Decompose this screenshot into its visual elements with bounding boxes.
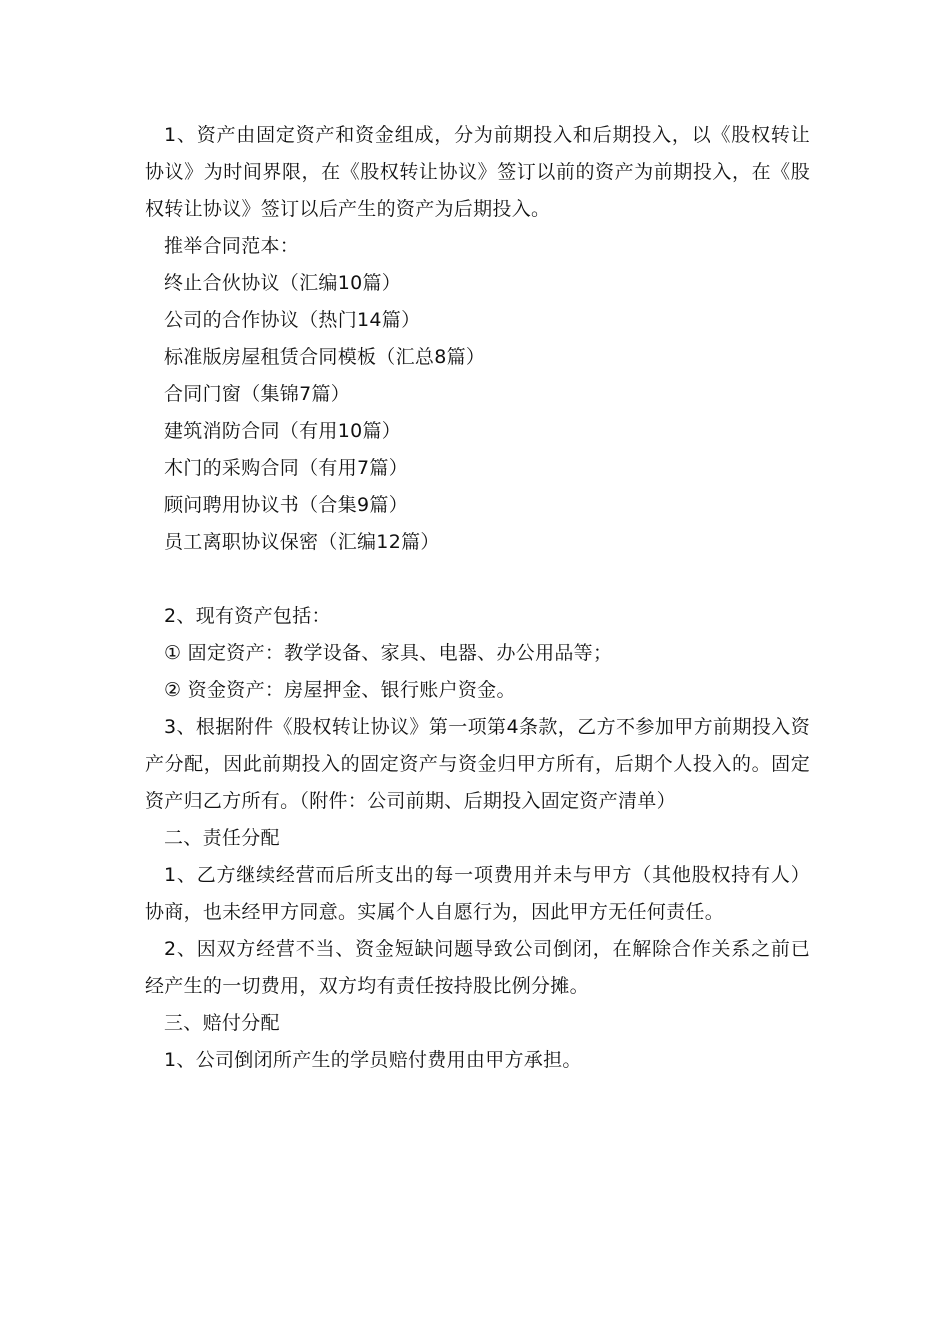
section-title-responsibility: 二、责任分配	[164, 827, 280, 849]
recommend-item[interactable]: 顾问聘用协议书（合集9篇）	[164, 494, 408, 516]
recommend-item[interactable]: 木门的采购合同（有用7篇）	[164, 457, 408, 479]
recommend-item[interactable]: 员工离职协议保密（汇编12篇）	[164, 531, 440, 553]
section-title-compensation: 三、赔付分配	[164, 1012, 280, 1034]
recommend-heading: 推举合同范本：	[164, 235, 300, 257]
document-body	[145, 117, 810, 1079]
recommend-item[interactable]: 建筑消防合同（有用10篇）	[164, 420, 402, 442]
asset-item-funds: ② 资金资产：房屋押金、银行账户资金。	[164, 679, 516, 701]
recommend-item[interactable]: 公司的合作协议（热门14篇）	[164, 309, 421, 331]
recommend-item[interactable]: 终止合伙协议（汇编10篇）	[164, 272, 402, 294]
paragraph-compensation-1: 1、公司倒闭所产生的学员赔付费用由甲方承担。	[164, 1049, 582, 1071]
paragraph-existing-assets: 2、现有资产包括：	[164, 605, 331, 627]
asset-item-fixed: ① 固定资产：教学设备、家具、电器、办公用品等；	[164, 642, 613, 664]
recommend-item[interactable]: 标准版房屋租赁合同模板（汇总8篇）	[164, 346, 486, 368]
paragraph-responsibility-2: 2、因双方经营不当、资金短缺问题导致公司倒闭，在解除合作关系之前已经产生的一切费用，双方均有责任按持股比例分摊。	[145, 938, 810, 997]
spacer	[145, 561, 810, 598]
paragraph-asset-allocation: 3、根据附件《股权转让协议》第一项第4条款，乙方不参加甲方前期投入资产分配，因此前期投入的固定资产与资金归甲方所有，后期个人投入的。固定资产归乙方所有。（附件：公司前期、后期投入固定资产清单）	[145, 716, 810, 812]
paragraph-assets-definition: 1、资产由固定资产和资金组成，分为前期投入和后期投入，以《股权转让协议》为时间界限，在《股权转让协议》签订以前的资产为前期投入，在《股权转让协议》签订以后产生的资产为后期投入。	[145, 124, 810, 220]
recommend-item[interactable]: 合同门窗（集锦7篇）	[164, 383, 351, 405]
paragraph-responsibility-1: 1、乙方继续经营而后所支出的每一项费用并未与甲方（其他股权持有人）协商，也未经甲方同意。实属个人自愿行为，因此甲方无任何责任。	[145, 864, 810, 923]
